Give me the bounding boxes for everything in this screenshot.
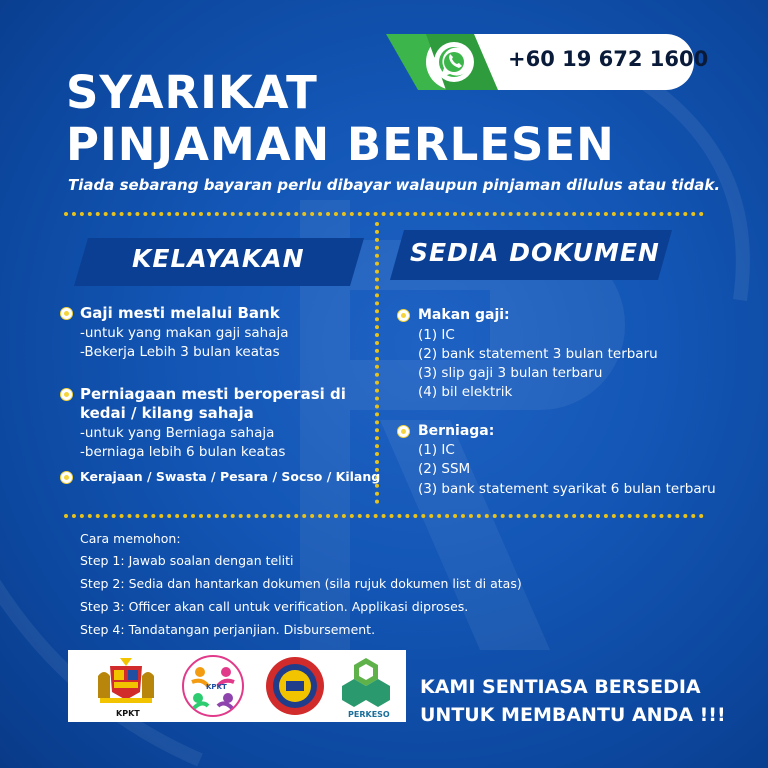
bullet-icon — [398, 310, 409, 321]
step-4: Step 4: Tandatangan perjanjian. Disbursement. — [80, 622, 376, 637]
subtitle: Tiada sebarang bayaran perlu dibayar walaupun pinjaman dilulus atau tidak. — [68, 176, 721, 194]
kelayakan-heading: KELAYAKAN — [132, 244, 305, 273]
sectors-line: Kerajaan / Swasta / Pesara / Socso / Kilang — [80, 469, 381, 484]
dokumen-group2-label: Berniaga: — [418, 423, 495, 439]
phone-number[interactable]: +60 19 672 1600 — [508, 47, 709, 71]
kelayakan-item2-sub1: -untuk yang Berniaga sahaja — [80, 425, 275, 441]
dokumen-group2-line2: (2) SSM — [418, 461, 471, 477]
kelayakan-item1-head: Gaji mesti melalui Bank — [80, 304, 280, 322]
dokumen-group2-line1: (1) IC — [418, 442, 455, 458]
kelayakan-item2-sub2: -berniaga lebih 6 bulan keatas — [80, 444, 286, 460]
divider-bottom — [64, 514, 704, 518]
kpkt-small-text: KPKT — [206, 683, 227, 691]
community-logo — [180, 654, 246, 718]
kpkt-label: KPKT — [116, 709, 140, 718]
kpkt-logo — [90, 656, 162, 714]
kelayakan-item1-sub1: -untuk yang makan gaji sahaja — [80, 325, 289, 341]
slogan-line1: KAMI SENTIASA BERSEDIA — [420, 676, 701, 698]
dokumen-heading: SEDIA DOKUMEN — [410, 238, 660, 267]
kelayakan-item1-sub2: -Bekerja Lebih 3 bulan keatas — [80, 344, 280, 360]
logos-panel — [68, 650, 406, 722]
dokumen-group1-line2: (2) bank statement 3 bulan terbaru — [418, 346, 658, 362]
divider-top — [64, 212, 704, 216]
perkeso-label: PERKESO — [348, 710, 390, 719]
step-1: Step 1: Jawab soalan dengan teliti — [80, 553, 294, 568]
bullet-icon — [398, 426, 409, 437]
title-line1: SYARIKAT — [66, 66, 318, 119]
kelayakan-item2-head1: Perniagaan mesti beroperasi di — [80, 385, 346, 403]
dokumen-group2-line3: (3) bank statement syarikat 6 bulan terbaru — [418, 481, 716, 497]
seal-logo — [264, 655, 326, 717]
perkeso-logo — [336, 656, 396, 708]
dokumen-group1-line4: (4) bil elektrik — [418, 384, 513, 400]
dokumen-group1-label: Makan gaji: — [418, 307, 510, 323]
slogan-line2: UNTUK MEMBANTU ANDA !!! — [420, 704, 726, 726]
step-2: Step 2: Sedia dan hantarkan dokumen (sila rujuk dokumen list di atas) — [80, 576, 522, 591]
cara-heading: Cara memohon: — [80, 531, 181, 546]
dokumen-group1-line3: (3) slip gaji 3 bulan terbaru — [418, 365, 603, 381]
bullet-icon — [61, 472, 72, 483]
dokumen-group1-line1: (1) IC — [418, 327, 455, 343]
bullet-icon — [61, 308, 72, 319]
bullet-icon — [61, 389, 72, 400]
title-line2: PINJAMAN BERLESEN — [66, 118, 615, 171]
kelayakan-item2-head2: kedai / kilang sahaja — [80, 404, 254, 422]
divider-vertical — [375, 222, 379, 504]
step-3: Step 3: Officer akan call untuk verification. Applikasi diproses. — [80, 599, 469, 614]
